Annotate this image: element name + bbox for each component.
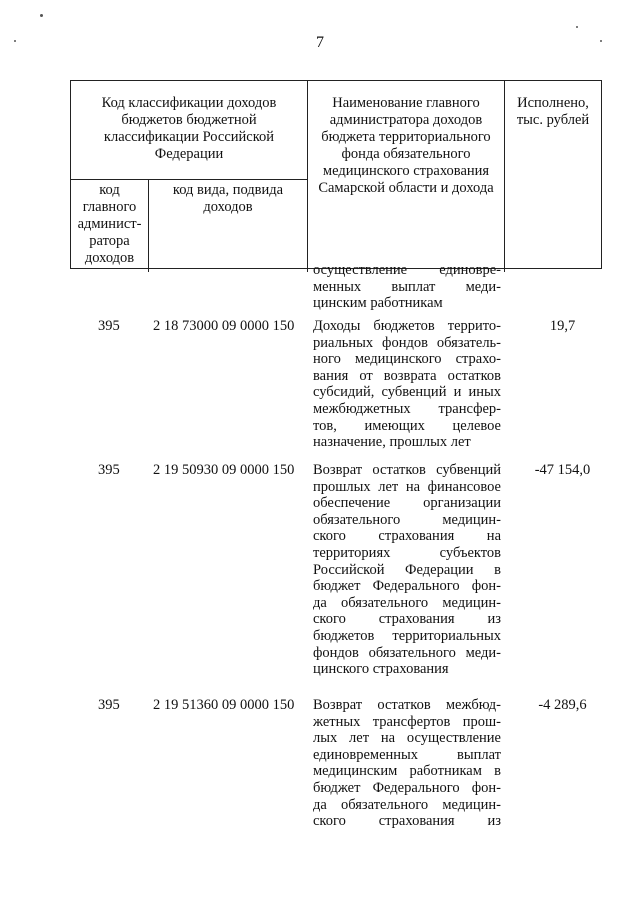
text-line: да обязательного медицин- <box>313 594 501 611</box>
row-income-code: 2 19 50930 09 0000 150 <box>153 462 295 478</box>
text-line: ского страхования на <box>313 528 501 545</box>
row-admin-code: 395 <box>98 318 120 334</box>
text-line: риальных фондов обязатель- <box>313 334 501 351</box>
header-administrator-name: Наименование главного администратора доходов бюджета территориального фонда обязательного медицинского страхования Самарской области и дохода <box>308 81 505 269</box>
text-line: Возврат остатков межбюд- <box>313 697 501 713</box>
text-line: лых лет на осуществление <box>313 730 501 747</box>
text-line: вания от возврата остатков <box>313 367 501 384</box>
text-line: Доходы бюджетов террито- <box>313 318 501 334</box>
text-line: медицинским работникам в <box>313 763 501 780</box>
text-line: бюджетов территориальных <box>313 627 501 644</box>
text-line: ского страхования из <box>313 611 501 628</box>
text-line: обязательного медицин- <box>313 511 501 528</box>
text-line: менных выплат меди- <box>313 278 501 295</box>
row-income-name <box>313 462 501 678</box>
header-classification-code: Код классификации доходов бюджетов бюджетной классификации Российской Федерации <box>71 81 308 180</box>
scan-speck <box>576 26 578 28</box>
text-line: межбюджетных трансфер- <box>313 400 501 417</box>
text-line: прошлых лет на финансовое <box>313 478 501 495</box>
scan-speck <box>14 40 16 42</box>
row-income-name <box>313 318 501 451</box>
header-income-code: код вида, подвида доходов <box>149 180 308 269</box>
column-divider <box>307 256 308 272</box>
text-line: тов, имеющих целевое <box>313 417 501 434</box>
text-line: территориях субъектов <box>313 544 501 561</box>
scan-speck <box>40 14 43 17</box>
text-line: бюджет Федерального фон- <box>313 779 501 796</box>
page-number: 7 <box>316 34 324 51</box>
column-divider <box>504 256 505 272</box>
text-line: цинского страхования <box>313 661 449 678</box>
row-income-code: 2 18 73000 09 0000 150 <box>153 318 295 334</box>
text-line: единовременных выплат <box>313 746 501 763</box>
table-header <box>70 80 602 269</box>
row-admin-code: 395 <box>98 462 120 478</box>
row-executed-amount: -47 154,0 <box>534 462 591 478</box>
text-line: да обязательного медицин- <box>313 796 501 813</box>
header-admin-code: код главного админист-ратора доходов <box>71 180 149 269</box>
text-line: субсидий, субвенций и иных <box>313 384 501 401</box>
row-income-name <box>313 697 501 830</box>
row-executed-amount: -4 289,6 <box>538 697 587 713</box>
text-line: обеспечение организации <box>313 495 501 512</box>
row-income-code: 2 19 51360 09 0000 150 <box>153 697 295 713</box>
header-executed: Исполнено, тыс. рублей <box>505 81 602 269</box>
text-line: Возврат остатков субвенций <box>313 462 501 478</box>
text-line: цинским работникам <box>313 295 443 312</box>
text-line: ского страхования из <box>313 813 501 830</box>
text-line: фондов обязательного меди- <box>313 644 501 661</box>
row-admin-code: 395 <box>98 697 120 713</box>
column-divider <box>148 256 149 272</box>
continuation-text <box>313 262 501 312</box>
text-line: жетных трансфертов прош- <box>313 713 501 730</box>
row-executed-amount: 19,7 <box>549 318 576 334</box>
text-line: бюджет Федерального фон- <box>313 578 501 595</box>
text-line: ного медицинского страхо- <box>313 351 501 368</box>
scan-speck <box>600 40 602 42</box>
text-line: назначение, прошлых лет <box>313 434 471 451</box>
text-line: Российской Федерации в <box>313 561 501 578</box>
text-line: осуществление единовре- <box>313 262 501 278</box>
